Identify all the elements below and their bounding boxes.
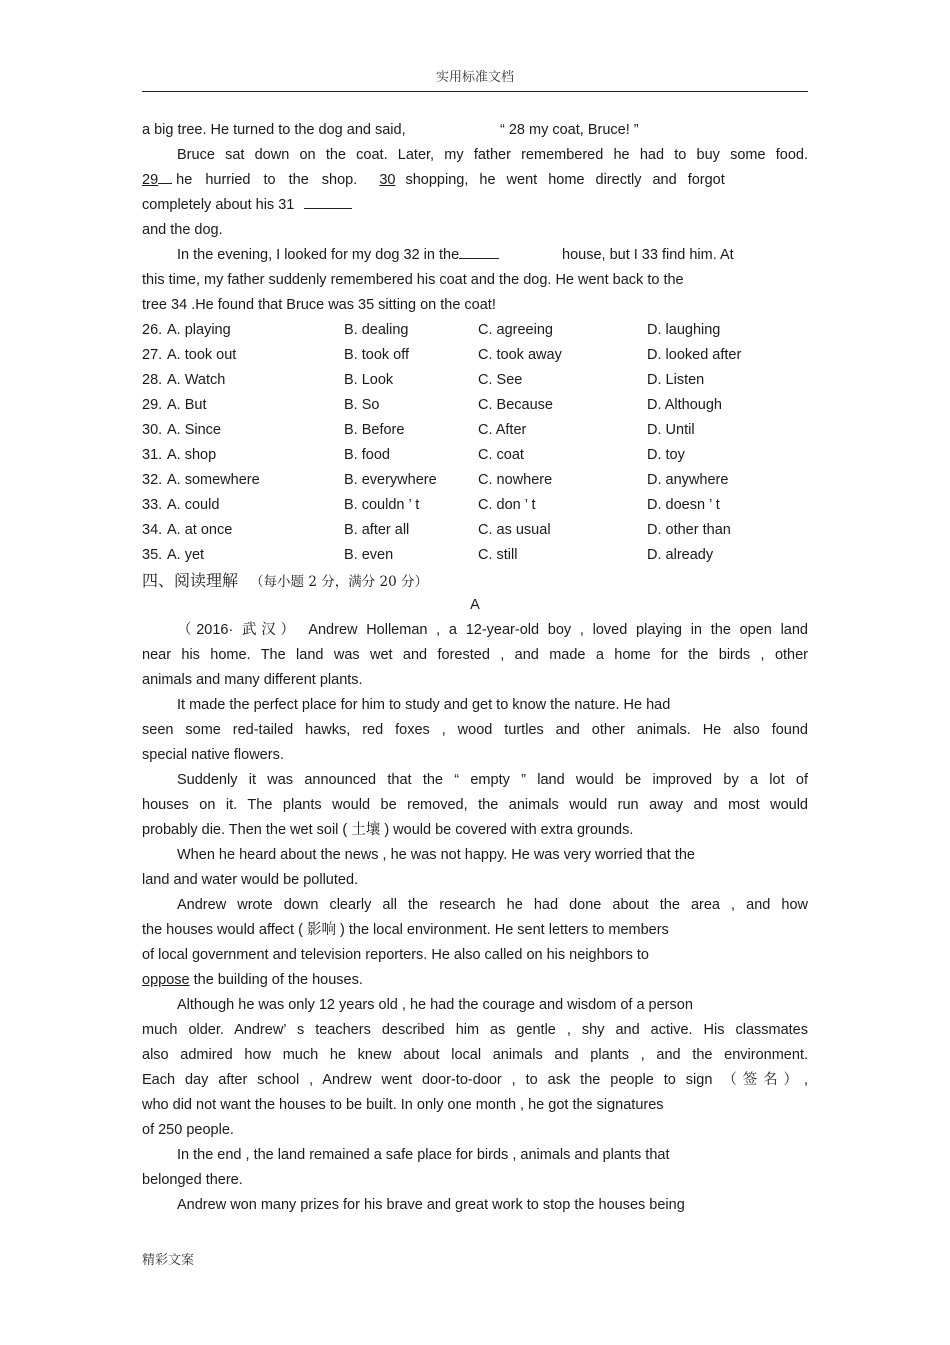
passage-line: In the evening, I looked for my dog 32 in the house, but I 33 find him. At <box>142 243 808 268</box>
reading-line: much older. Andrew’ s teachers described him as gentle , shy and active. His classmates <box>142 1022 808 1038</box>
option-a: A. could <box>167 497 220 513</box>
question-row <box>142 393 808 418</box>
option-c: C. don ’ t <box>478 497 536 513</box>
reading-line: Andrew wrote down clearly all the research he had done about the area , and how <box>177 897 808 913</box>
question-row <box>142 318 808 343</box>
question-number: 29. <box>142 397 163 413</box>
question-row <box>142 343 808 368</box>
blank-29: 29 <box>142 172 159 188</box>
option-b: B. even <box>344 547 394 563</box>
option-b: B. Look <box>344 372 394 388</box>
reading-line: seen some red-tailed hawks, red foxes , wood turtles and other animals. He also found <box>142 722 808 738</box>
option-b: B. after all <box>344 522 410 538</box>
reading-line: It made the perfect place for him to study and get to know the nature. He had <box>177 697 671 713</box>
option-d: D. doesn ’ t <box>647 497 720 513</box>
option-c: C. See <box>478 372 523 388</box>
passage-line: a big tree. He turned to the dog and said, “ 28 my coat, Bruce! ” <box>142 118 808 143</box>
option-b: B. Before <box>344 422 405 438</box>
option-a: A. took out <box>167 347 237 363</box>
option-c: C. Because <box>478 397 553 413</box>
reading-line: Suddenly it was announced that the “ empty ” land would be improved by a lot of <box>177 772 808 788</box>
document-body <box>142 118 808 1218</box>
option-d: D. Listen <box>647 372 705 388</box>
option-c: C. took away <box>478 347 562 363</box>
reading-line: special native flowers. <box>142 747 284 763</box>
reading-line: （2016· 武汉） Andrew Holleman , a 12-year-old boy , loved playing in the open land <box>177 622 808 638</box>
option-c: C. still <box>478 547 518 563</box>
passage-line: this time, my father suddenly remembered his coat and the dog. He went back to the <box>142 272 684 288</box>
option-d: D. Until <box>647 422 695 438</box>
option-a: A. But <box>167 397 207 413</box>
question-number: 34. <box>142 522 163 538</box>
reading-line: of local government and television reporters. He also called on his neighbors to <box>142 947 649 963</box>
page-footer: 精彩文案 <box>142 1252 195 1267</box>
section-heading: 四、阅读理解 （每小题 2 分，满分 20 分） <box>142 571 428 590</box>
question-number: 32. <box>142 472 163 488</box>
option-d: D. anywhere <box>647 472 729 488</box>
question-row <box>142 493 808 518</box>
blank-31 <box>304 193 352 209</box>
option-a: A. yet <box>167 547 205 563</box>
reading-line: also admired how much he knew about local animals and plants , and the environment. <box>142 1047 808 1063</box>
reading-line: near his home. The land was wet and forested , and made a home for the birds , other <box>142 647 808 663</box>
option-a: A. at once <box>167 522 233 538</box>
page-header: 实用标准文档 <box>435 69 514 84</box>
option-d: D. looked after <box>647 347 742 363</box>
reading-line: houses on it. The plants would be removed, the animals would run away and most would <box>142 797 808 813</box>
question-number: 33. <box>142 497 163 513</box>
option-d: D. laughing <box>647 322 721 338</box>
option-b: B. So <box>344 397 380 413</box>
option-d: D. already <box>647 547 714 563</box>
header-rule <box>142 91 808 92</box>
reading-line: who did not want the houses to be built. In only one month , he got the signatures <box>142 1097 664 1113</box>
question-row <box>142 443 808 468</box>
reading-line: probably die. Then the wet soil ( 土壤 ) would be covered with extra grounds. <box>142 822 634 838</box>
option-b: B. dealing <box>344 322 409 338</box>
question-row <box>142 468 808 493</box>
quoted-blank-line: “ 28 my coat, Bruce! ” <box>500 122 639 138</box>
reading-line: When he heard about the news , he was not happy. He was very worried that the <box>177 847 695 863</box>
reading-line: animals and many different plants. <box>142 672 363 688</box>
option-b: B. couldn ’ t <box>344 497 420 513</box>
option-c: C. coat <box>478 447 524 463</box>
reading-line: Each day after school , Andrew went door-to-door , to ask the people to sign （签名）, <box>142 1072 808 1088</box>
option-c: C. nowhere <box>478 472 553 488</box>
question-number: 26. <box>142 322 163 338</box>
option-c: C. After <box>478 422 527 438</box>
question-number: 35. <box>142 547 163 563</box>
reading-line: Although he was only 12 years old , he had the courage and wisdom of a person <box>177 997 693 1013</box>
reading-line: In the end , the land remained a safe place for birds , animals and plants that <box>177 1147 670 1163</box>
question-number: 28. <box>142 372 163 388</box>
option-c: C. as usual <box>478 522 551 538</box>
option-a: A. Since <box>167 422 221 438</box>
passage-line: Bruce sat down on the coat. Later, my father remembered he had to buy some food. <box>177 147 808 163</box>
question-number: 31. <box>142 447 163 463</box>
question-row <box>142 518 808 543</box>
reading-line: land and water would be polluted. <box>142 872 359 888</box>
option-d: D. Although <box>647 397 722 413</box>
question-row <box>142 368 808 393</box>
passage-line: and the dog. <box>142 222 223 238</box>
reading-line: belonged there. <box>142 1172 243 1188</box>
option-a: A. playing <box>167 322 231 338</box>
reading-line: the houses would affect ( 影响 ) the local environment. He sent letters to members <box>142 922 669 938</box>
option-a: A. somewhere <box>167 472 260 488</box>
option-b: B. food <box>344 447 390 463</box>
option-b: B. everywhere <box>344 472 437 488</box>
option-d: D. other than <box>647 522 731 538</box>
option-a: A. Watch <box>167 372 226 388</box>
question-row <box>142 418 808 443</box>
option-c: C. agreeing <box>478 322 553 338</box>
question-row <box>142 543 808 568</box>
passage-line: 29 he hurried to the shop. 30 shopping, he went home directly and forgot <box>142 168 808 193</box>
passage-line: tree 34 .He found that Bruce was 35 sitting on the coat! <box>142 297 496 313</box>
reading-line: of 250 people. <box>142 1122 234 1138</box>
passage-line: completely about his 31 <box>142 193 808 218</box>
option-b: B. took off <box>344 347 410 363</box>
question-number: 27. <box>142 347 163 363</box>
reading-line: Andrew won many prizes for his brave and great work to stop the houses being <box>177 1197 685 1213</box>
question-number: 30. <box>142 422 163 438</box>
underlined-word: oppose <box>142 972 190 988</box>
option-a: A. shop <box>167 447 217 463</box>
reading-line: oppose the building of the houses. <box>142 972 363 988</box>
option-d: D. toy <box>647 447 685 463</box>
blank-30: 30 <box>379 172 396 188</box>
passage-label: A <box>470 597 480 613</box>
question-list <box>142 318 808 568</box>
